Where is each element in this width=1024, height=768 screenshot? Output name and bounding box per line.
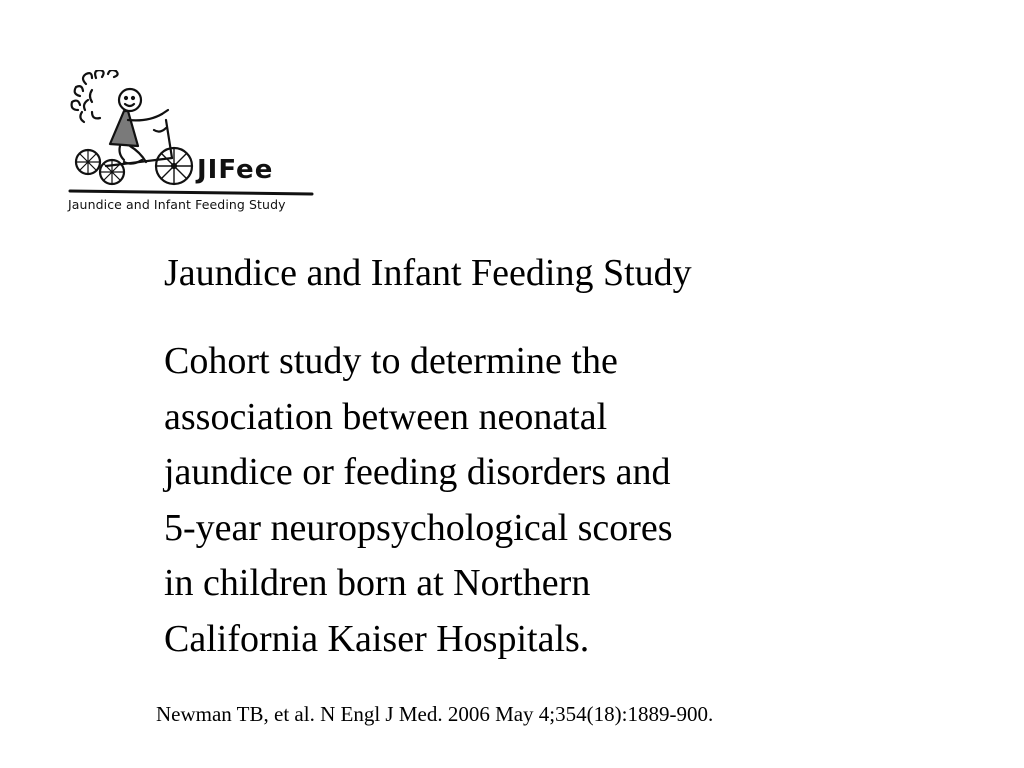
logo-title: JIFee bbox=[197, 155, 274, 185]
logo-subtitle: Jaundice and Infant Feeding Study bbox=[68, 197, 286, 212]
slide-body bbox=[164, 334, 804, 667]
slide-title: Jaundice and Infant Feeding Study bbox=[164, 252, 692, 294]
girl-on-tricycle-illustration bbox=[66, 70, 318, 218]
jifee-logo bbox=[66, 70, 318, 218]
body-line: 5-year neuropsychological scores bbox=[164, 506, 673, 549]
body-line: in children born at Northern bbox=[164, 562, 591, 604]
body-line: Cohort study to determine the bbox=[164, 340, 618, 382]
body-line: California Kaiser Hospitals. bbox=[164, 617, 590, 660]
body-line: jaundice or feeding disorders and bbox=[164, 451, 671, 493]
body-line: association between neonatal bbox=[164, 395, 608, 438]
citation: Newman TB, et al. N Engl J Med. 2006 May 4;354(18):1889-900. bbox=[156, 702, 714, 726]
